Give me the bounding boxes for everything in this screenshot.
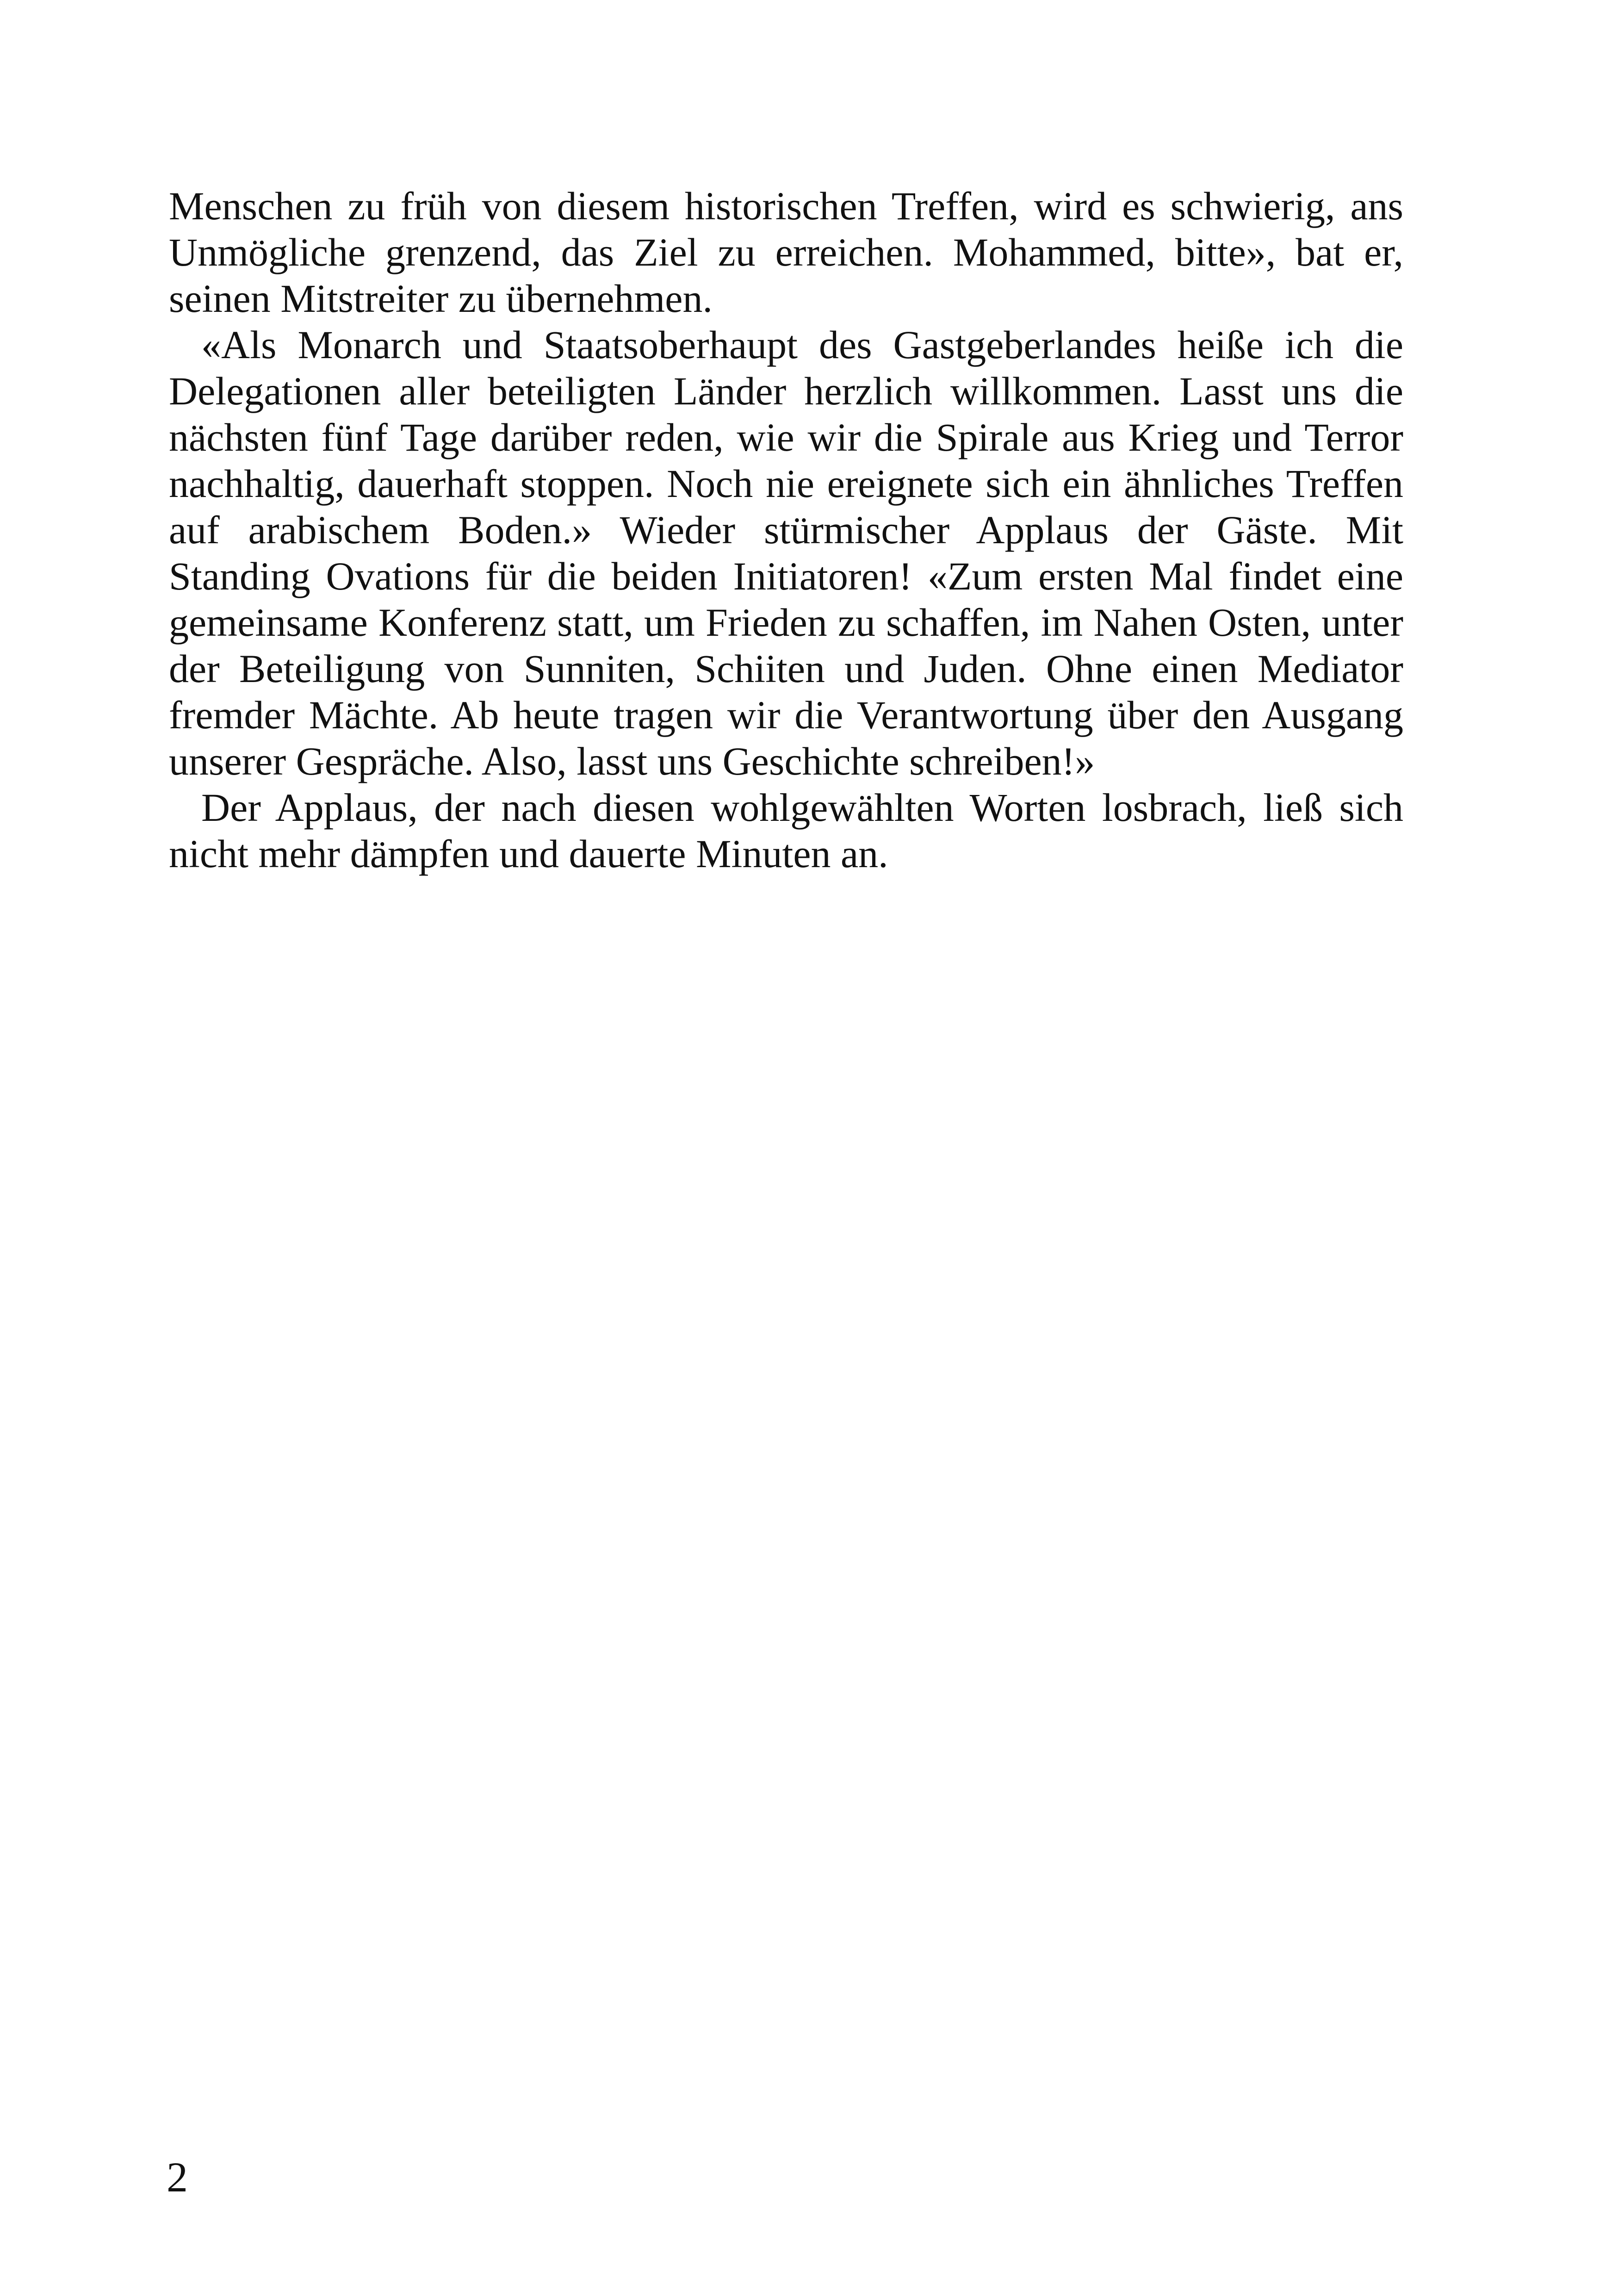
paragraph-speech: «Als Monarch und Staatsoberhaupt des Gastgeberlandes heiße ich die Delegationen aller beteiligten Länder herzlich willkommen. Lasst uns die nächsten fünf Tage darüber reden, wie wir die Spirale aus Krieg und Terror nachhaltig, dauerhaft stoppen. Noch nie ereignete sich ein ähnliches Treffen auf arabischem Boden.» Wieder stürmischer Applaus der Gäste. Mit Standing Ovations für die beiden Initiatoren! «Zum ersten Mal findet eine gemeinsame Konferenz statt, um Frieden zu schaffen, im Nahen Osten, unter der Beteiligung von Sunniten, Schiiten und Juden. Ohne einen Mediator fremder Mächte. Ab heute tragen wir die Verantwortung über den Ausgang unserer Gespräche. Also, lasst uns Geschichte schreiben!» <box>169 323 1403 783</box>
paragraph-continuation: Menschen zu früh von diesem historischen Treffen, wird es schwierig, ans Unmögliche grenzend, das Ziel zu erreichen. Mohammed, bitte», bat er, seinen Mitstreiter zu übernehmen. <box>169 184 1403 321</box>
body-text <box>169 183 1403 877</box>
page-number: 2 <box>167 2153 188 2201</box>
paragraph-applause: Der Applaus, der nach diesen wohlgewählten Worten losbrach, ließ sich nicht mehr dämpfen und dauerte Minuten an. <box>169 785 1403 876</box>
